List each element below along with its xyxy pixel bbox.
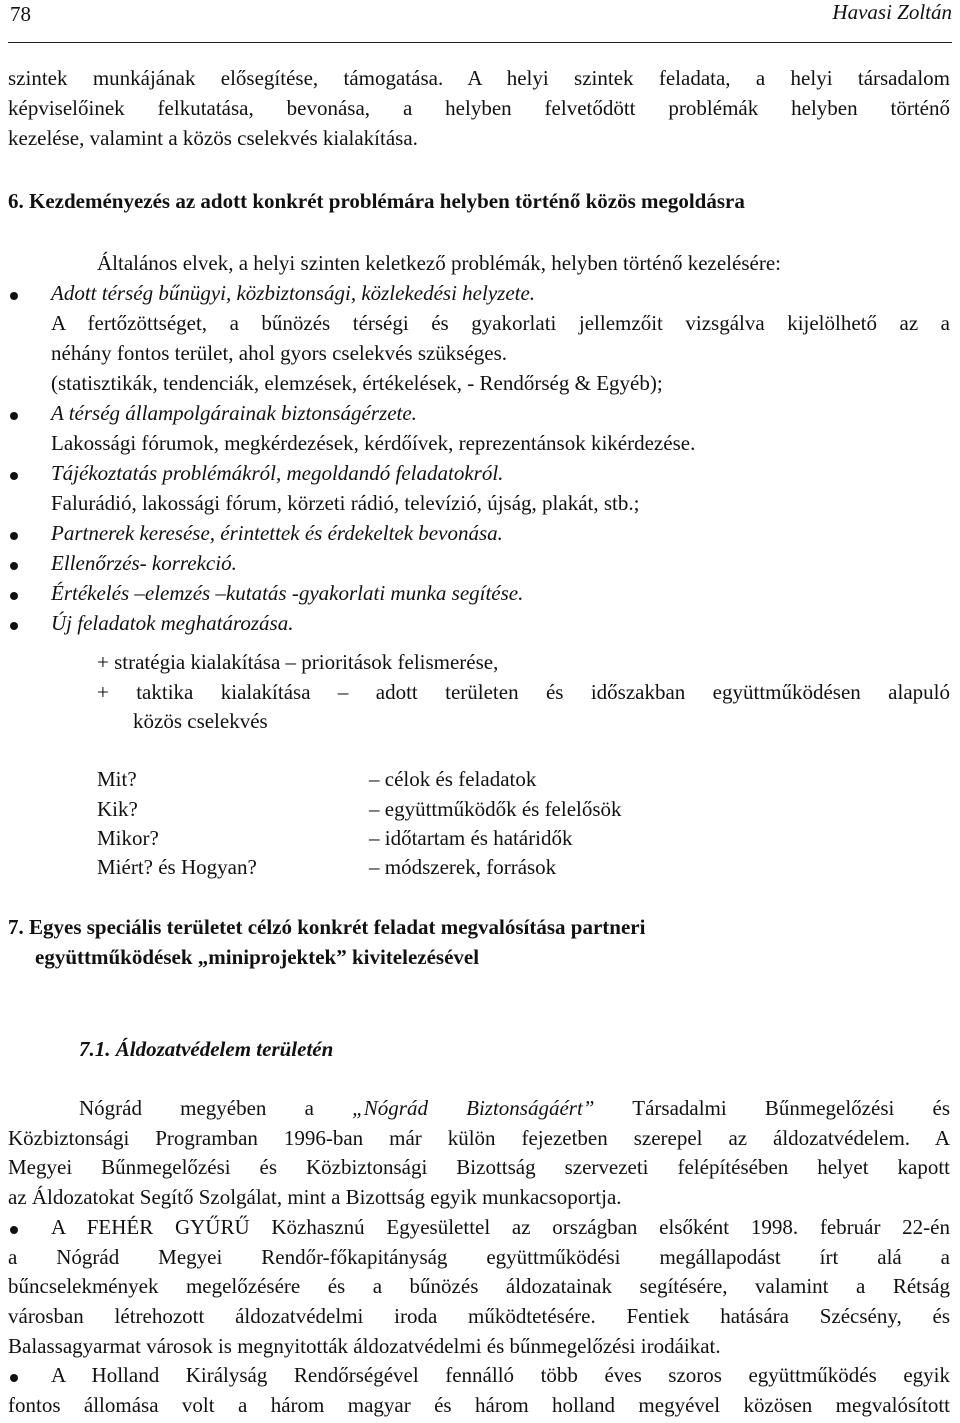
section-6-heading: 6. Kezdeményezés az adott konkrét problémára helyben történő közös megoldásra [8, 189, 745, 213]
p1-end: Társadalmi Bűnmegelőzési és [594, 1096, 950, 1120]
bullet-2-line-2: fontos állomása volt a három magyar és három holland megyével közösen megvalósított [8, 1393, 950, 1417]
bullet-1-line-4: városban létrehozott áldozatvédelmi iroda működtetésére. Fentiek hatására Szécsény, és [8, 1304, 950, 1328]
plus-line-2: + taktika kialakítása – adott területen és időszakban együttműködésen alapuló [97, 680, 950, 704]
paragraph-1-line-1 [79, 1096, 950, 1121]
bullet-dot [10, 1374, 18, 1382]
header-rule [8, 42, 952, 43]
intro-line-2: képviselőinek felkutatása, bevonása, a helyben felvetődött problémák helyben történő [8, 96, 950, 120]
paragraph-1-line-2: Közbiztonsági Programban 1996-ban már külön fejezetben szerepel az áldozatvédelem. A [8, 1126, 950, 1150]
section-6-lead: Általános elvek, a helyi szinten keletkező problémák, helyben történő kezelésére: [97, 251, 781, 275]
bullet-2-line-1: A Holland Királyság Rendőrségével fennálló több éves szoros együttműködés egyik [51, 1363, 950, 1387]
item-6-title: Értékelés –elemzés –kutatás -gyakorlati munka segítése. [51, 581, 524, 605]
bullet-1-line-2: a Nógrád Megyei Rendőr-főkapitányság együttműködési megállapodást írt alá a [8, 1245, 950, 1269]
bullet-1-line-3: bűncselekmények megelőzésére és a bűnözés áldozatainak segítésére, valamint a Rétság [8, 1274, 950, 1298]
page-number: 78 [10, 2, 31, 26]
answer: – célok és feladatok [369, 767, 537, 791]
plus-line-2-cont: közös cselekvés [133, 709, 268, 733]
plus-line-1: + stratégia kialakítása – prioritások felismerése, [97, 650, 499, 674]
section-7-heading-line-1: 7. Egyes speciális területet célzó konkrét feladat megvalósítása partneri [8, 915, 646, 939]
item-2-text: Lakossági fórumok, megkérdezések, kérdőívek, reprezentánsok kikérdezése. [51, 431, 696, 455]
answer: – együttműködők és felelősök [369, 797, 622, 821]
item-2-title: A térség állampolgárainak biztonságérzete. [51, 401, 417, 425]
bullet-dot [10, 472, 18, 480]
item-1-title: Adott térség bűnügyi, közbiztonsági, közlekedési helyzete. [51, 281, 536, 305]
bullet-dot [10, 532, 18, 540]
item-3-text: Falurádió, lakossági fórum, körzeti rádió, televízió, újság, plakát, stb.; [51, 491, 640, 515]
bullet-1-line-5: Balassagyarmat városok is megnyitották áldozatvédelmi és bűnmegelőzési irodáikat. [8, 1334, 721, 1358]
p1-start: Nógrád megyében a [79, 1096, 353, 1120]
running-head: Havasi Zoltán [832, 0, 952, 24]
paragraph-1-line-4: az Áldozatokat Segítő Szolgálat, mint a Bizottság egyik munkacsoportja. [8, 1185, 622, 1209]
question: Miért? és Hogyan? [97, 855, 257, 879]
paragraph-1-line-3: Megyei Bűnmegelőzési és Közbiztonsági Bizottság szervezeti felépítésében helyet kapott [8, 1155, 950, 1179]
intro-line-3: kezelése, valamint a közös cselekvés kialakítása. [8, 126, 418, 150]
answer: – módszerek, források [369, 855, 557, 879]
item-5-title: Ellenőrzés- korrekció. [51, 551, 237, 575]
bullet-dot [10, 292, 18, 300]
section-7-heading-line-2: együttműködések „miniprojektek” kivitelezésével [35, 945, 480, 969]
bullet-dot [10, 622, 18, 630]
section-7-1-heading: 7.1. Áldozatvédelem területén [79, 1037, 334, 1061]
item-3-title: Tájékoztatás problémákról, megoldandó feladatokról. [51, 461, 504, 485]
intro-line-1: szintek munkájának elősegítése, támogatása. A helyi szintek feladata, a helyi társadalom [8, 66, 950, 90]
item-7-title: Új feladatok meghatározása. [51, 611, 294, 635]
item-1-text-line-2: néhány fontos terület, ahol gyors cselekvés szükséges. [51, 341, 508, 365]
item-4-title: Partnerek keresése, érintettek és érdekeltek bevonása. [51, 521, 503, 545]
question: Kik? [97, 797, 138, 821]
item-1-text-line-3: (statisztikák, tendenciák, elemzések, értékelések, - Rendőrség & Egyéb); [51, 371, 663, 395]
bullet-dot [10, 562, 18, 570]
bullet-dot [10, 1226, 18, 1234]
question: Mit? [97, 767, 137, 791]
p1-italic-title: „Nógrád Biztonságáért” [352, 1096, 595, 1120]
question: Mikor? [97, 826, 159, 850]
bullet-dot [10, 412, 18, 420]
bullet-dot [10, 592, 18, 600]
item-1-text-line-1: A fertőzöttséget, a bűnözés térségi és gyakorlati jellemzőit vizsgálva kijelölhető az a [51, 311, 950, 335]
bullet-1-line-1: A FEHÉR GYŰRŰ Közhasznú Egyesülettel az országban elsőként 1998. február 22-én [51, 1215, 950, 1239]
answer: – időtartam és határidők [369, 826, 573, 850]
